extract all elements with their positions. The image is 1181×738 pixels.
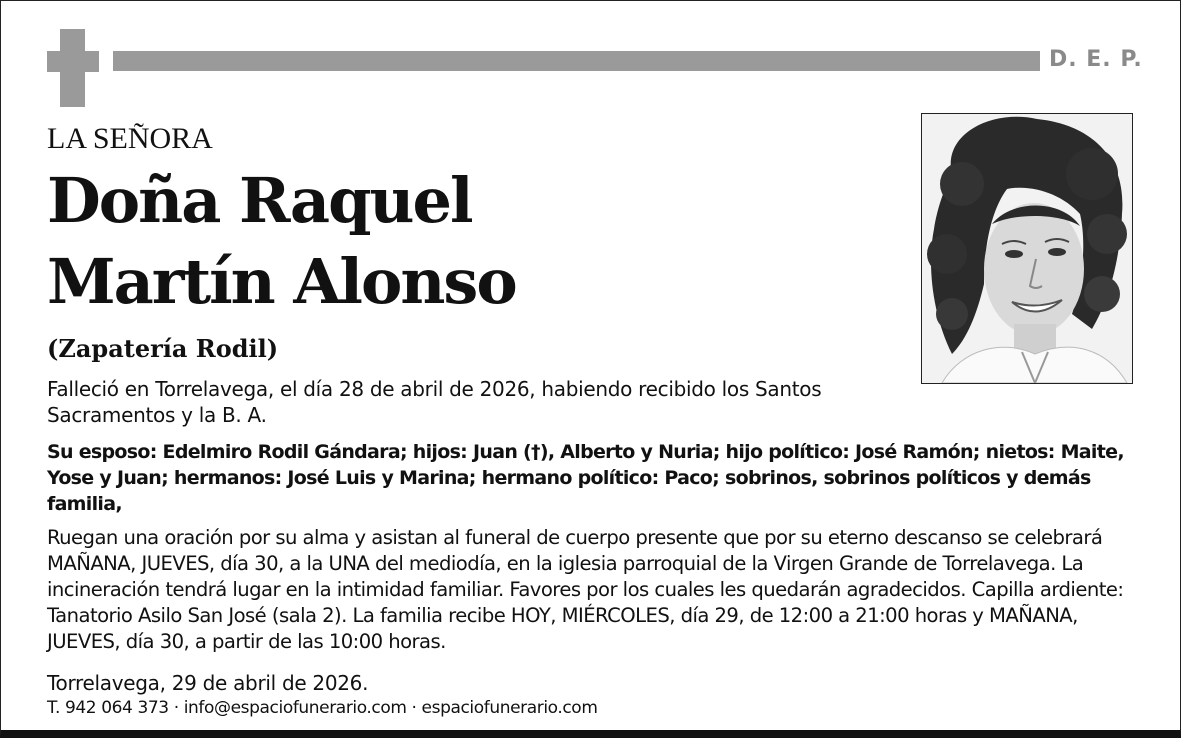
cross-horizontal-bar — [47, 51, 99, 72]
deceased-nickname: (Zapatería Rodil) — [47, 334, 279, 363]
death-notice: Falleció en Torrelavega, el día 28 de abril de 2026, habiendo recibido los Santos Sacramentos y la B. A. — [47, 377, 822, 427]
contact-info: T. 942 064 373 · info@espaciofunerario.com · espaciofunerario.com — [47, 698, 598, 718]
honorific-title: LA SEÑORA — [47, 122, 213, 155]
portrait-photo — [921, 113, 1133, 384]
family-list: Su esposo: Edelmiro Rodil Gándara; hijos: Juan (†), Alberto y Nuria; hijo político: José Ramón; nietos: Maite, Yose y Juan; hermanos: José Luis y Marina; hermano político: Paco; sobrinos, sobrinos políticos y demás familia, — [47, 441, 1124, 515]
deceased-name-line1: Doña Raquel — [47, 164, 472, 237]
place-date: Torrelavega, 29 de abril de 2026. — [47, 671, 369, 695]
portrait-illustration — [922, 114, 1132, 383]
deceased-name-line2: Martín Alonso — [47, 245, 516, 318]
dep-label: D. E. P. — [1049, 47, 1143, 72]
prayer-request: Ruegan una oración por su alma y asistan al funeral de cuerpo presente que por su eterno descanso se celebrará MAÑANA, JUEVES, día 30, a la UNA del mediodía, en la iglesia parroquial de la Virgen Grande de Torrelavega. La incineración tendrá lugar en la intimidad familiar. Favores por los cuales les quedarán agradecidos. Capilla ardiente: Tanatorio Asilo San José (sala 2). La familia recibe HOY, MIÉRCOLES, día 29, de 12:00 a 21:00 horas y MAÑANA, JUEVES, día 30, a partir de las 10:00 horas. — [47, 526, 1124, 653]
header-rule — [113, 51, 1040, 71]
